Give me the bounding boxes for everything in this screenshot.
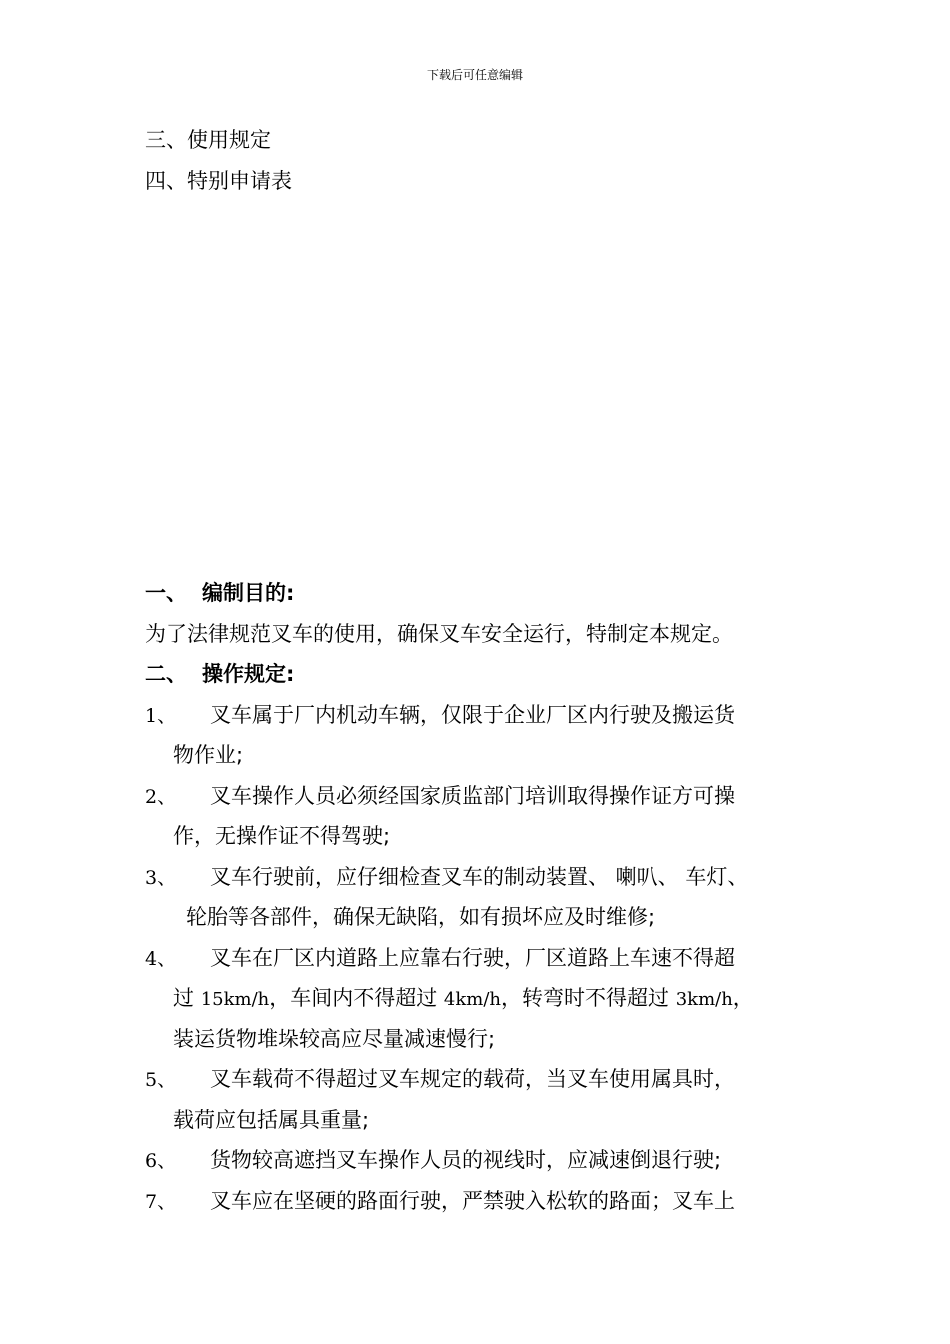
item-text: 叉车操作人员必须经国家质监部门培训取得操作证方可操: [210, 783, 735, 808]
item-number: 4、: [145, 947, 177, 970]
text-fragment: ，: [732, 986, 754, 1010]
list-item: [145, 776, 825, 817]
item-text: 叉车行驶前，应仔细检查叉车的制动装置、 喇叭、 车灯、: [210, 864, 749, 889]
speed-limit-road: 15km/h: [200, 989, 270, 1010]
item-continuation: 物作业;: [173, 743, 244, 767]
item-number: 1、: [145, 704, 177, 727]
item-text: 叉车应在坚硬的路面行驶，严禁驶入松软的路面；叉车上: [210, 1188, 735, 1213]
text-fragment: ，转弯时不得超过: [501, 986, 676, 1010]
section-number: 二、: [145, 662, 187, 686]
item-continuation: 载荷应包括属具重量;: [173, 1107, 370, 1132]
item-number: 6、: [145, 1150, 177, 1172]
document-body: [145, 573, 825, 1221]
section-title: 编制目的:: [202, 581, 295, 605]
item-text: 货物较高遮挡叉车操作人员的视线时，应减速倒退行驶;: [210, 1148, 722, 1172]
table-of-contents: [145, 120, 292, 201]
toc-item-special-application-form: 四、特别申请表: [145, 168, 292, 193]
section-heading-purpose: [145, 573, 825, 614]
item-continuation: 作，无操作证不得驾驶;: [173, 824, 391, 848]
text-fragment: 过: [173, 986, 201, 1010]
section-heading-operation-rules: [145, 654, 825, 695]
item-continuation: [145, 978, 825, 1019]
item-text: 叉车载荷不得超过叉车规定的载荷，当叉车使用属具时，: [210, 1067, 735, 1091]
item-number: 7、: [145, 1190, 177, 1213]
list-item: [145, 1059, 825, 1100]
item-text: 叉车属于厂内机动车辆，仅限于企业厂区内行驶及搬运货: [210, 702, 735, 727]
list-item: [145, 1181, 825, 1222]
toc-item-usage-rules: 三、使用规定: [145, 128, 271, 152]
speed-limit-workshop: 4km/h: [443, 989, 502, 1010]
item-number: 2、: [145, 785, 177, 808]
item-continuation: 装运货物堆垛较高应尽量减速慢行;: [173, 1026, 496, 1051]
item-text: 叉车在厂区内道路上应靠右行驶，厂区道路上车速不得超: [210, 945, 735, 970]
purpose-paragraph: 为了法律规范叉车的使用，确保叉车安全运行，特制定本规定。: [145, 621, 733, 646]
page-header: 下载后可任意编辑: [426, 68, 523, 82]
list-item: [145, 938, 825, 979]
speed-limit-turning: 3km/h: [675, 989, 733, 1010]
section-title: 操作规定:: [202, 662, 295, 686]
item-number: 3、: [145, 866, 177, 889]
item-number: 5、: [145, 1069, 177, 1091]
list-item: [145, 1140, 825, 1181]
item-continuation: 轮胎等各部件，确保无缺陷，如有损坏应及时维修;: [186, 905, 656, 929]
list-item: [145, 857, 825, 898]
section-number: 一、: [145, 581, 187, 605]
list-item: [145, 695, 825, 736]
text-fragment: ，车间内不得超过: [269, 986, 444, 1010]
